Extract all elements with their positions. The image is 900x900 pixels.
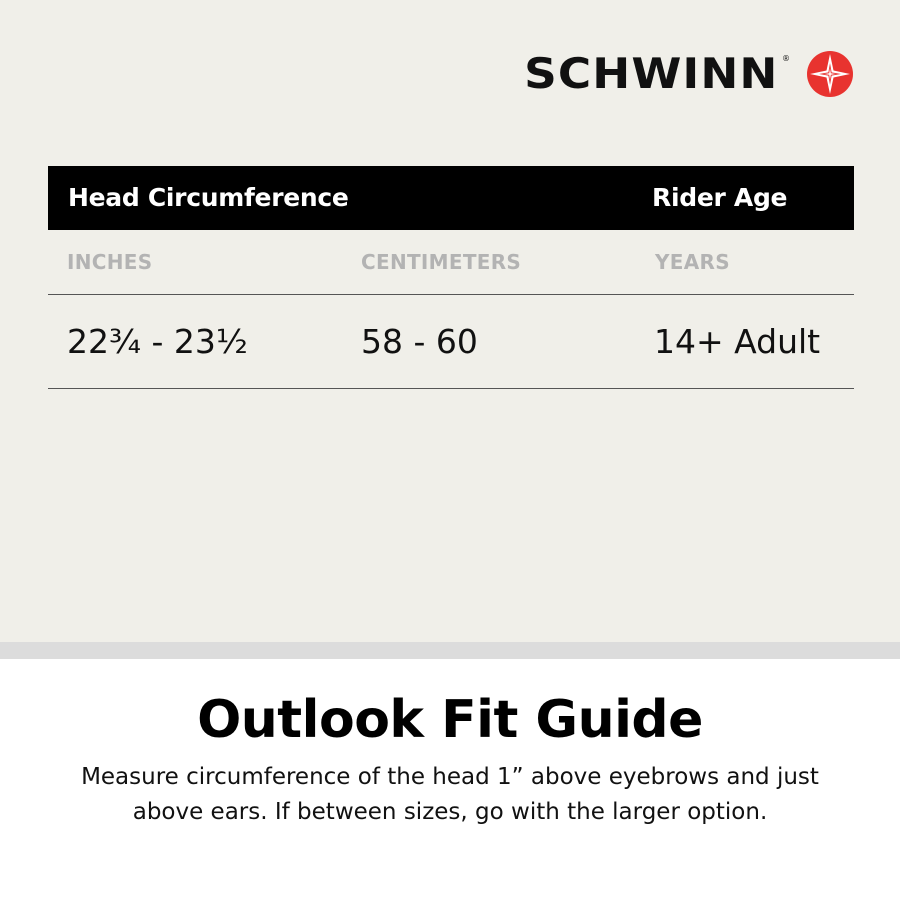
instructions-line-1: Measure circumference of the head 1” above eyebrows and just — [81, 764, 819, 790]
schwinn-logo — [523, 49, 854, 98]
section-divider — [0, 642, 900, 659]
subheader-centimeters: CENTIMETERS — [361, 250, 522, 274]
fit-instructions — [40, 760, 860, 830]
header-rider-age: Rider Age — [652, 183, 788, 212]
trademark-symbol: ® — [782, 53, 790, 63]
page-title: Outlook Fit Guide — [197, 690, 703, 750]
size-table-header — [48, 166, 854, 230]
quad-star-emblem-icon — [806, 50, 854, 98]
header-head-circumference: Head Circumference — [68, 183, 349, 212]
subheader-years: YEARS — [655, 250, 730, 274]
brand-wordmark: SCHWINN — [523, 49, 778, 98]
table-rule-top — [48, 294, 854, 295]
table-rule-bottom — [48, 388, 854, 389]
cell-inches: 22¾ - 23½ — [67, 322, 248, 361]
cell-centimeters: 58 - 60 — [361, 322, 478, 361]
subheader-inches: INCHES — [67, 250, 153, 274]
instructions-line-2: above ears. If between sizes, go with the larger option. — [132, 799, 768, 825]
cell-years: 14+ Adult — [654, 322, 821, 361]
